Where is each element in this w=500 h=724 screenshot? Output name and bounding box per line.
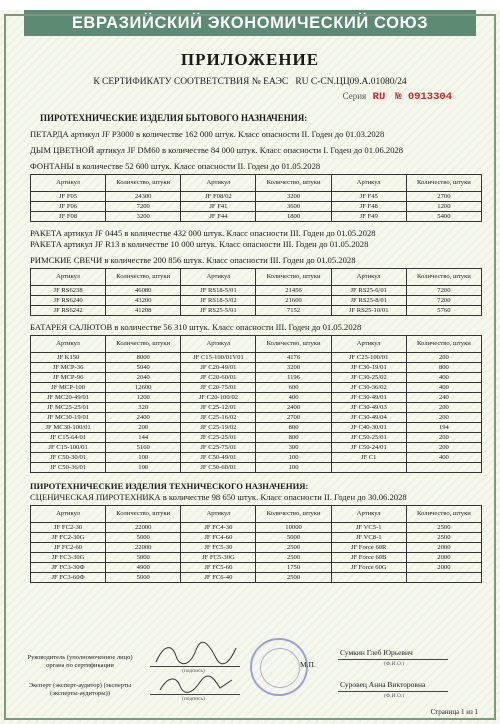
quantity-cell: 41208 [106, 306, 181, 316]
article-cell: JF C25-25/01 [181, 433, 256, 443]
article-cell: JF F48 [331, 202, 406, 212]
quantity-cell: 400 [406, 383, 481, 393]
article-cell: JF FC3-30Ф [31, 563, 106, 573]
article-cell: JF C15-100/01 [31, 443, 106, 453]
article-cell: JF MCP-36 [31, 363, 106, 373]
quantity-cell: 10000 [256, 523, 331, 533]
certificate-number: RU C-CN.ЦЦ09.А.01080/24 [295, 77, 407, 87]
stage-heading: СЦЕНИЧЕСКАЯ ПИРОТЕХНИКА в количестве 98 650 штук. Класс опасности II. Годен до 30.06.2028 [30, 492, 407, 502]
fountains-table-body [31, 192, 482, 222]
series-code: RU [372, 91, 386, 103]
quantity-cell: 300 [256, 443, 331, 453]
column-header-article: Артикул [31, 506, 106, 523]
quantity-cell: 5000 [256, 533, 331, 543]
table-row [31, 453, 482, 463]
article-cell: JF RS25-8/01 [331, 296, 406, 306]
article-cell: JF C25-12/01 [181, 403, 256, 413]
signer2-name: Суровец Анна Викторовна [340, 680, 426, 689]
signer1-sign-caption: (подпись) [182, 668, 205, 674]
table-row [31, 286, 482, 296]
column-header-article: Артикул [31, 175, 106, 192]
signer1-role: Руководитель (уполномоченное лицо) органа по сертификации [27, 654, 133, 669]
quantity-cell: 2700 [256, 413, 331, 423]
article-cell: JF FC3-60Ф [31, 573, 106, 583]
quantity-cell: 2400 [106, 413, 181, 423]
quantity-cell: 4176 [256, 353, 331, 363]
quantity-cell: 200 [406, 403, 481, 413]
signer1-name-line [338, 659, 448, 660]
column-header-quantity: Количество, штуки [256, 506, 331, 523]
stage-table [30, 505, 482, 583]
fountains-table-header [31, 175, 482, 192]
quantity-cell: 1200 [106, 393, 181, 403]
article-cell: JF FC5-30G [181, 553, 256, 563]
article-cell: JF C20-60/01 [181, 373, 256, 383]
article-cell: JF RS25-6/01 [331, 286, 406, 296]
quantity-cell: 5160 [106, 443, 181, 453]
quantity-cell: 800 [256, 423, 331, 433]
quantity-cell: 400 [256, 393, 331, 403]
quantity-cell: 24300 [106, 192, 181, 202]
quantity-cell: 320 [106, 403, 181, 413]
article-cell: JF C50-49/01 [181, 453, 256, 463]
article-cell: JF C50-24/01 [331, 443, 406, 453]
quantity-cell: 100 [256, 453, 331, 463]
table-row [31, 296, 482, 306]
quantity-cell: 400 [406, 373, 481, 383]
article-cell: JF F45 [331, 192, 406, 202]
article-cell: JF C1 [331, 453, 406, 463]
quantity-cell: 200 [406, 353, 481, 363]
household-heading: ПИРОТЕХНИЧЕСКИЕ ИЗДЕЛИЯ БЫТОВОГО НАЗНАЧЕНИЯ: [40, 113, 308, 123]
table-row [31, 463, 482, 473]
table-row [31, 192, 482, 202]
quantity-cell: 194 [406, 423, 481, 433]
article-cell: JF C25-19/02 [181, 423, 256, 433]
article-cell: JF C30-49/01 [331, 393, 406, 403]
quantity-cell: 2700 [406, 192, 481, 202]
official-stamp [250, 638, 308, 696]
article-cell: JF Force 60G [331, 563, 406, 573]
signer2-name-line [338, 691, 448, 692]
article-cell: JF FC4-60 [181, 533, 256, 543]
stage-table-header [31, 506, 482, 523]
stamp-label: М.П. [300, 660, 316, 669]
table-row [31, 523, 482, 533]
column-header-article: Артикул [331, 506, 406, 523]
column-header-article: Артикул [181, 506, 256, 523]
article-cell: JF F05 [31, 192, 106, 202]
table-row [31, 393, 482, 403]
table-row [31, 212, 482, 222]
column-header-article: Артикул [181, 269, 256, 286]
article-cell: JF RS6240 [31, 296, 106, 306]
quantity-cell: 200 [106, 423, 181, 433]
article-cell: JF MC25-25/01 [31, 403, 106, 413]
table-row [31, 553, 482, 563]
article-cell: JF RS25-10/01 [331, 306, 406, 316]
column-header-article: Артикул [331, 269, 406, 286]
quantity-cell: 200 [406, 443, 481, 453]
quantity-cell [406, 573, 481, 583]
batteries-heading: БАТАРЕЯ САЛЮТОВ в количестве 56 310 штук. Класс опасности III. Годен до 01.05.2028 [30, 322, 362, 332]
article-cell: JF C15-100/01V01 [181, 353, 256, 363]
quantity-cell: 1200 [406, 202, 481, 212]
table-row [31, 563, 482, 573]
article-cell: JF FC5-30 [181, 543, 256, 553]
article-cell: JF VC5-1 [331, 523, 406, 533]
series-number: № 0913304 [395, 91, 452, 103]
article-cell: JF FC2-60 [31, 543, 106, 553]
article-cell: JF MC20-49/01 [31, 393, 106, 403]
article-cell [331, 573, 406, 583]
column-header-article: Артикул [331, 175, 406, 192]
quantity-cell: 400 [406, 453, 481, 463]
column-header-quantity: Количество, штуки [106, 269, 181, 286]
table-row [31, 202, 482, 212]
column-header-quantity: Количество, штуки [106, 175, 181, 192]
column-header-article: Артикул [31, 336, 106, 353]
column-header-article: Артикул [31, 269, 106, 286]
article-cell: JF C20-100/02 [181, 393, 256, 403]
quantity-cell: 12600 [106, 383, 181, 393]
quantity-cell: 2500 [256, 553, 331, 563]
quantity-cell: 4900 [106, 563, 181, 573]
quantity-cell: 46080 [106, 286, 181, 296]
signer2-signature [156, 674, 236, 696]
quantity-cell: 2000 [406, 543, 481, 553]
tech-heading: ПИРОТЕХНИЧЕСКИЕ ИЗДЕЛИЯ ТЕХНИЧЕСКОГО НАЗНАЧЕНИЯ: [30, 481, 309, 491]
quantity-cell: 5000 [106, 533, 181, 543]
series-label: Серия [342, 91, 367, 101]
quantity-cell: 43200 [106, 296, 181, 306]
article-cell: JF C20-75/01 [181, 383, 256, 393]
table-row [31, 433, 482, 443]
article-cell: JF F44 [181, 212, 256, 222]
article-cell: JF MCP-96 [31, 373, 106, 383]
stage-table-body [31, 523, 482, 583]
article-cell: JF C25-75/01 [181, 443, 256, 453]
fountains-heading: ФОНТАНЫ в количестве 52 600 штук. Класс опасности II. Годен до 01.05.2028 [30, 161, 321, 171]
table-row [31, 373, 482, 383]
quantity-cell: 2500 [406, 533, 481, 543]
quantity-cell [406, 463, 481, 473]
table-row [31, 413, 482, 423]
quantity-cell: 7152 [256, 306, 331, 316]
article-cell: JF FC6-40 [181, 573, 256, 583]
petarda-line: ПЕТАРДА артикул JF P3000 в количестве 162 000 штук. Класс опасности II. Годен до 01.03.2028 [30, 129, 385, 139]
article-cell: JF C50-30/01 [31, 453, 106, 463]
quantity-cell: 5040 [106, 363, 181, 373]
article-cell [331, 463, 406, 473]
quantity-cell: 2000 [406, 553, 481, 563]
quantity-cell: 2000 [406, 563, 481, 573]
certificate-reference [14, 77, 486, 87]
signer2-name-caption: (Ф.И.О.) [384, 693, 405, 699]
quantity-cell: 2500 [406, 523, 481, 533]
candles-table [30, 268, 482, 316]
article-cell: JF C15-64/01 [31, 433, 106, 443]
column-header-quantity: Количество, штуки [256, 175, 331, 192]
quantity-cell: 5400 [406, 212, 481, 222]
signer1-name-caption: (Ф.И.О.) [384, 661, 405, 667]
article-cell: JF C50-25/01 [331, 433, 406, 443]
table-row [31, 443, 482, 453]
table-row [31, 353, 482, 363]
candles-heading: РИМСКИЕ СВЕЧИ в количестве 200 856 штук. Класс опасности III. Годен до 01.05.2028 [30, 255, 356, 265]
union-banner: ЕВРАЗИЙСКИЙ ЭКОНОМИЧЕСКИЙ СОЮЗ [24, 10, 476, 36]
quantity-cell: 100 [106, 463, 181, 473]
quantity-cell: 2400 [256, 403, 331, 413]
article-cell: JF VC8-1 [331, 533, 406, 543]
quantity-cell: 100 [256, 463, 331, 473]
quantity-cell: 21456 [256, 286, 331, 296]
column-header-quantity: Количество, штуки [256, 336, 331, 353]
column-header-article: Артикул [181, 175, 256, 192]
page-footer: Страница 1 из 1 [430, 708, 478, 716]
article-cell: JF MC30-19/01 [31, 413, 106, 423]
quantity-cell: 5760 [406, 306, 481, 316]
batteries-table [30, 335, 482, 473]
quantity-cell: 22000 [106, 523, 181, 533]
signer2-role: Эксперт (эксперт-аудитор) (эксперты (эксперты-аудиторы)) [28, 682, 132, 697]
table-header-row [31, 506, 482, 523]
quantity-cell: 7200 [106, 202, 181, 212]
column-header-quantity: Количество, штуки [406, 506, 481, 523]
article-cell: JF C25-100/01 [331, 353, 406, 363]
batteries-table-header [31, 336, 482, 353]
certificate-appendix-page [0, 10, 500, 724]
article-cell: JF F06 [31, 202, 106, 212]
article-cell: JF RS18-5/02 [181, 296, 256, 306]
article-cell: JF MC30-100/01 [31, 423, 106, 433]
fountains-table [30, 174, 482, 222]
article-cell: JF C30-36/02 [331, 383, 406, 393]
quantity-cell: 3200 [106, 212, 181, 222]
rocket-line-1: РАКЕТА артикул JF 0445 в количестве 432 000 штук. Класс опасности III. Годен до 01.05.2028 [30, 228, 376, 238]
quantity-cell: 3200 [256, 363, 331, 373]
column-header-quantity: Количество, штуки [406, 269, 481, 286]
signer2-sign-caption: (подпись) [182, 696, 205, 702]
certificate-label: К СЕРТИФИКАТУ СООТВЕТСТВИЯ № ЕАЭС [93, 77, 289, 87]
table-row [31, 423, 482, 433]
article-cell: JF C30-49/03 [331, 403, 406, 413]
article-cell: JF F41 [181, 202, 256, 212]
article-cell: JF C40-30/01 [331, 423, 406, 433]
candles-table-header [31, 269, 482, 286]
quantity-cell: 100 [106, 453, 181, 463]
quantity-cell: 800 [406, 363, 481, 373]
quantity-cell: 200 [406, 433, 481, 443]
article-cell: JF RS18-5/01 [181, 286, 256, 296]
article-cell: JF RS6238 [31, 286, 106, 296]
column-header-quantity: Количество, штуки [106, 336, 181, 353]
article-cell: JF F49 [331, 212, 406, 222]
table-row [31, 403, 482, 413]
article-cell: JF Force 60R [331, 543, 406, 553]
quantity-cell: 2500 [256, 573, 331, 583]
column-header-quantity: Количество, штуки [406, 175, 481, 192]
quantity-cell: 21600 [256, 296, 331, 306]
quantity-cell: 5000 [106, 553, 181, 563]
batteries-table-body [31, 353, 482, 473]
quantity-cell: 3200 [256, 192, 331, 202]
table-header-row [31, 336, 482, 353]
article-cell: JF Force 60B [331, 553, 406, 563]
article-cell: JF K150 [31, 353, 106, 363]
table-row [31, 306, 482, 316]
article-cell: JF MCP-100 [31, 383, 106, 393]
quantity-cell: 2040 [106, 373, 181, 383]
quantity-cell: 5000 [106, 573, 181, 583]
article-cell: JF RS6242 [31, 306, 106, 316]
article-cell: JF C50-60/01 [181, 463, 256, 473]
article-cell: JF F08 [31, 212, 106, 222]
quantity-cell: 2500 [256, 543, 331, 553]
article-cell: JF F08/02 [181, 192, 256, 202]
quantity-cell: 22000 [106, 543, 181, 553]
quantity-cell: 7200 [406, 286, 481, 296]
table-row [31, 363, 482, 373]
article-cell: JF C30-25/02 [331, 373, 406, 383]
article-cell: JF RS25-5/01 [181, 306, 256, 316]
article-cell: JF FC2-30 [31, 523, 106, 533]
article-cell: JF FC2-30G [31, 533, 106, 543]
column-header-quantity: Количество, штуки [106, 506, 181, 523]
column-header-quantity: Количество, штуки [406, 336, 481, 353]
quantity-cell: 7200 [406, 296, 481, 306]
article-cell: JF C50-36/01 [31, 463, 106, 473]
quantity-cell: 8000 [106, 353, 181, 363]
quantity-cell: 800 [256, 433, 331, 443]
table-row [31, 543, 482, 553]
column-header-quantity: Количество, штуки [256, 269, 331, 286]
quantity-cell: 1750 [256, 563, 331, 573]
table-header-row [31, 175, 482, 192]
signer1-signature [150, 640, 240, 668]
article-cell: JF C30-19/01 [331, 363, 406, 373]
rocket-line-2: РАКЕТА артикул JF R13 в количестве 10 000 штук. Класс опасности III. Годен до 01.05.2028 [30, 239, 369, 249]
article-cell: JF FC3-30G [31, 553, 106, 563]
quantity-cell: 1196 [256, 373, 331, 383]
article-cell: JF C20-49/01 [181, 363, 256, 373]
article-cell: JF FC4-30 [181, 523, 256, 533]
column-header-article: Артикул [331, 336, 406, 353]
article-cell: JF C30-49/04 [331, 413, 406, 423]
series-line [14, 91, 486, 103]
table-row [31, 383, 482, 393]
quantity-cell: 1800 [256, 212, 331, 222]
table-row [31, 573, 482, 583]
quantity-cell: 600 [256, 383, 331, 393]
page-title: ПРИЛОЖЕНИЕ [180, 50, 320, 69]
article-cell: JF FC5-60 [181, 563, 256, 573]
table-row [31, 533, 482, 543]
smoke-line: ДЫМ ЦВЕТНОЙ артикул JF DM60 в количестве 84 000 штук. Класс опасности I. Годен до 01.06.2028 [30, 145, 404, 155]
article-cell: JF C25-16/02 [181, 413, 256, 423]
table-header-row [31, 269, 482, 286]
quantity-cell: 200 [406, 413, 481, 423]
quantity-cell: 3600 [256, 202, 331, 212]
quantity-cell: 144 [106, 433, 181, 443]
signer1-name: Сумкин Глеб Юрьевич [340, 648, 413, 657]
column-header-article: Артикул [181, 336, 256, 353]
candles-table-body [31, 286, 482, 316]
quantity-cell: 240 [406, 393, 481, 403]
